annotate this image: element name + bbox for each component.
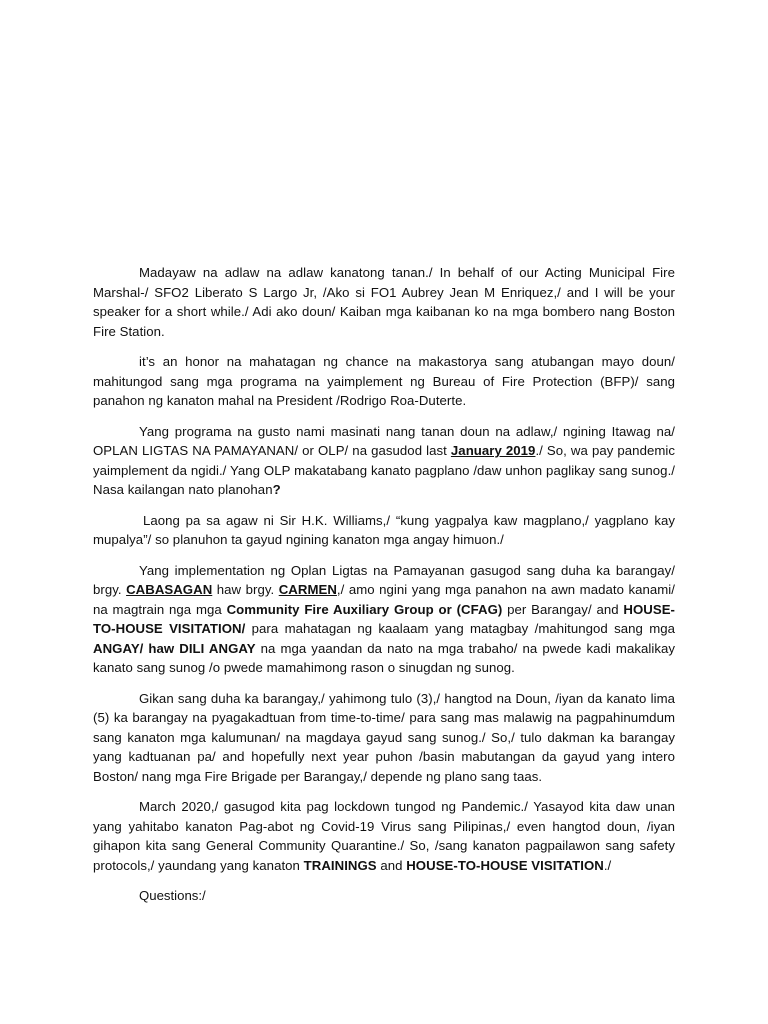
- oplan-text-2: ./ So, wa pay pandemic yaimplement da ngidi./ Yang OLP makatabang kanato pagplano /daw unhon paglikay sang sunog./ Nasa kailangan nato planohan: [93, 443, 675, 497]
- trainings-term: TRAININGS: [303, 857, 377, 873]
- pandemic-text-2: and: [376, 857, 407, 873]
- paragraph-honor: [93, 352, 675, 411]
- paragraph-expansion: [93, 689, 675, 787]
- paragraph-greeting: [93, 263, 675, 341]
- pandemic-text-1: March 2020,/ gasugod kita pag lockdown tungod ng Pandemic./ Yasayod kita daw unan yang yahitabo kanaton Pag-abot ng Covid-19 Virus sang Pilipinas,/ even hangtod doun, /iyan gihapon kita sang General Community Quarantine./ So, /sang kanaton pagpailawon sang safety protocols,/ yaundang yang kanaton: [93, 799, 675, 873]
- house-visitation-term: HOUSE-TO-HOUSE VISITATION/: [93, 601, 675, 636]
- speech-body: [93, 263, 675, 906]
- paragraph-pandemic: [93, 797, 675, 875]
- oplan-question-mark: ?: [272, 482, 281, 497]
- impl-text-3: ,/ amo ngini yang mga panahon na awn madato kanami/ na magtrain nga mga: [93, 582, 675, 617]
- questions-text: Questions:/: [139, 888, 206, 903]
- questions-line: [93, 886, 675, 906]
- impl-text-6: na mga yaandan da nato na mga trabaho/ na pwede kadi makalikay kanato sang sunog /o pwede mamahimong rason o sinugdan ng sunog.: [93, 640, 675, 675]
- impl-text-4: per Barangay/ and: [502, 601, 624, 617]
- honor-text: it’s an honor na mahatagan ng chance na makastorya sang atubangan mayo doun/ mahitungod sang mga programa na yaimplement ng Bureau of Fire Protection (BFP)/ sang panahon ng kanaton mahal na President /Rodrigo Roa-Duterte.: [93, 354, 675, 408]
- greeting-text: Madayaw na adlaw na adlaw kanatong tanan./ In behalf of our Acting Municipal Fire Marshal-/ SFO2 Liberato S Largo Jr, /Ako si FO1 Aubrey Jean M Enriquez,/ and I will be your speaker for a short while./ Adi ako doun/ Kaiban mga kaibanan ko na mga bombero nang Boston Fire Station.: [93, 265, 675, 339]
- barangay-carmen: CARMEN: [278, 582, 337, 597]
- impl-text-2: haw brgy.: [212, 582, 279, 597]
- cfag-term: Community Fire Auxiliary Group or (CFAG): [226, 601, 503, 617]
- expansion-text: Gikan sang duha ka barangay,/ yahimong tulo (3),/ hangtod na Doun, /iyan da kanato lima (5) ka barangay na pyagakadtuan from time-to-time/ para sang mas malawig na pagpahinumdum sang kanaton mga kalumunan/ na magdaya gayud sang sunog./ So,/ tulo dakman ka barangay yang kadtuanan pa/ and hopefully next year puhon /basin mabutangan da gayud yang intero Boston/ nang mga Fire Brigade per Barangay,/ depende ng plano sang taas.: [93, 690, 675, 784]
- paragraph-oplan: [93, 422, 675, 500]
- angay-term: ANGAY/ haw DILI ANGAY: [93, 640, 256, 656]
- impl-text-1: Yang implementation ng Oplan Ligtas na Pamayanan gasugod sang duha ka barangay/ brgy.: [93, 562, 675, 597]
- oplan-date: January 2019: [450, 443, 536, 458]
- quote-text: Laong pa sa agaw ni Sir H.K. Williams,/ “kung yagpalya kaw magplano,/ yagplano kay mupalya”/ so planuhon ta gayud ngining kanaton mga angay himuon./: [93, 512, 675, 547]
- paragraph-quote: [93, 511, 675, 550]
- barangay-cabasagan: CABASAGAN: [126, 582, 213, 597]
- impl-text-5: para mahatagan ng kaalaam yang matagbay /mahitungod sang mga: [245, 621, 675, 636]
- oplan-text-1: Yang programa na gusto nami masinati nang tanan doun na adlaw,/ ngining Itawag na/ OPLAN LIGTAS NA PAMAYANAN/ or OLP/ na gasudod last: [93, 423, 675, 458]
- pandemic-text-3: ./: [603, 857, 612, 873]
- paragraph-implementation: [93, 561, 675, 678]
- visitation-term: HOUSE-TO-HOUSE VISITATION: [406, 857, 604, 873]
